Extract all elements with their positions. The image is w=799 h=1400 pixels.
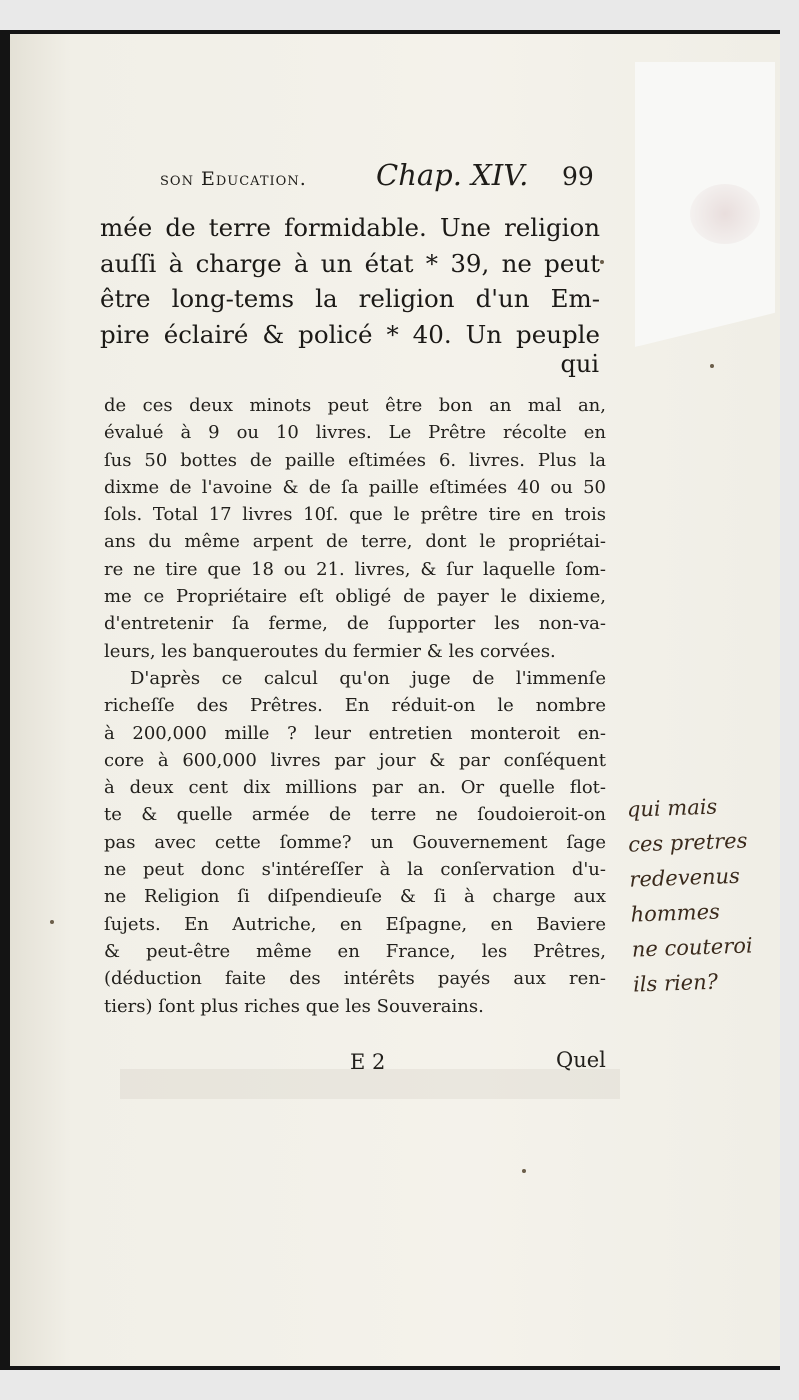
marginalia-line: ils rien? [632, 969, 719, 997]
footnote-line: pas avec cette ſomme? un Gouvernement ſage [104, 831, 606, 853]
footnote-line: te & quelle armée de terre ne ſoudoieroit-on [104, 804, 606, 826]
footnote-line: richeſſe des Prêtres. En réduit-on le nombre [104, 695, 606, 717]
footnote-line: D'après ce calcul qu'on juge de l'immenſe [130, 667, 606, 689]
page-number: 99 [562, 162, 594, 191]
handwritten-marginalia [626, 787, 783, 1002]
body-catchword: qui [560, 350, 599, 378]
marginalia-line: ne couteroi [631, 933, 754, 962]
footnote-text [104, 392, 606, 1020]
footnote-line: leurs, les banqueroutes du fermier & les corvées. [104, 640, 556, 662]
paper-speck [50, 920, 54, 924]
footnote-line: à deux cent dix millions par an. Or quelle flot- [104, 777, 606, 799]
running-head-section: son Education. [160, 168, 307, 190]
signature-mark: E 2 [350, 1050, 386, 1074]
footnote-catchword: Quel [556, 1048, 606, 1072]
footnote-line: évalué à 9 ou 10 livres. Le Prêtre récolte en [104, 422, 606, 444]
footnote-line: tiers) ſont plus riches que les Souverains. [104, 995, 484, 1017]
footnote-line: me ce Propriétaire eſt obligé de payer le dixieme, [104, 586, 606, 608]
footnote-line: & peut-être même en France, les Prêtres, [104, 940, 606, 962]
footnote-line: re ne tire que 18 ou 21. livres, & ſur laquelle ſom- [104, 558, 606, 580]
footnote-line: ne Religion ſi diſpendieuſe & ſi à charge aux [104, 886, 606, 908]
body-line: être long-tems la religion d'un Em- [100, 284, 600, 313]
footnote-line: de ces deux minots peut être bon an mal an, [104, 395, 606, 416]
footnote-line: d'entretenir ſa ferme, de ſupporter les non-va- [104, 613, 606, 635]
footnote-line: (déduction faite des intérêts payés aux ren- [104, 968, 606, 990]
running-head-chapter: Chap. XIV. [376, 158, 529, 192]
body-line: mée de terre formidable. Une religion [100, 213, 600, 242]
marginalia-line: qui mais [626, 794, 718, 822]
running-head [160, 158, 600, 198]
body-line: pire éclairé & policé * 40. Un peuple [100, 319, 600, 349]
footnote-line: à 200,000 mille ? leur entretien monteroit en- [104, 722, 606, 744]
main-body-text [100, 210, 600, 352]
marginalia-line: redevenus [628, 863, 741, 892]
footnote-line: ne peut donc s'intéreſſer à la conſervation d'u- [104, 859, 606, 881]
footnote-line: ſujets. En Autriche, en Eſpagne, en Baviere [104, 913, 606, 935]
marginalia-line: hommes [630, 899, 721, 927]
paper-stain [690, 184, 760, 244]
footnote-line: ſus 50 bottes de paille eſtimées 6. livres. Plus la [104, 449, 606, 471]
marginalia-line: ces pretres [627, 828, 748, 857]
paper-speck [600, 260, 604, 264]
footnote-line: ſols. Total 17 livres 10ſ. que le prêtre tire en trois [104, 504, 606, 526]
paper-speck [522, 1169, 526, 1173]
paper-speck [710, 364, 714, 368]
footnote-line: core à 600,000 livres par jour & par conſéquent [104, 749, 606, 771]
footnote-line: dixme de l'avoine & de ſa paille eſtimées 40 ou 50 [104, 476, 606, 498]
body-line: auſſi à charge à un état * 39, ne peut [100, 248, 600, 278]
footnote-line: ans du même arpent de terre, dont le propriétai- [104, 531, 606, 553]
